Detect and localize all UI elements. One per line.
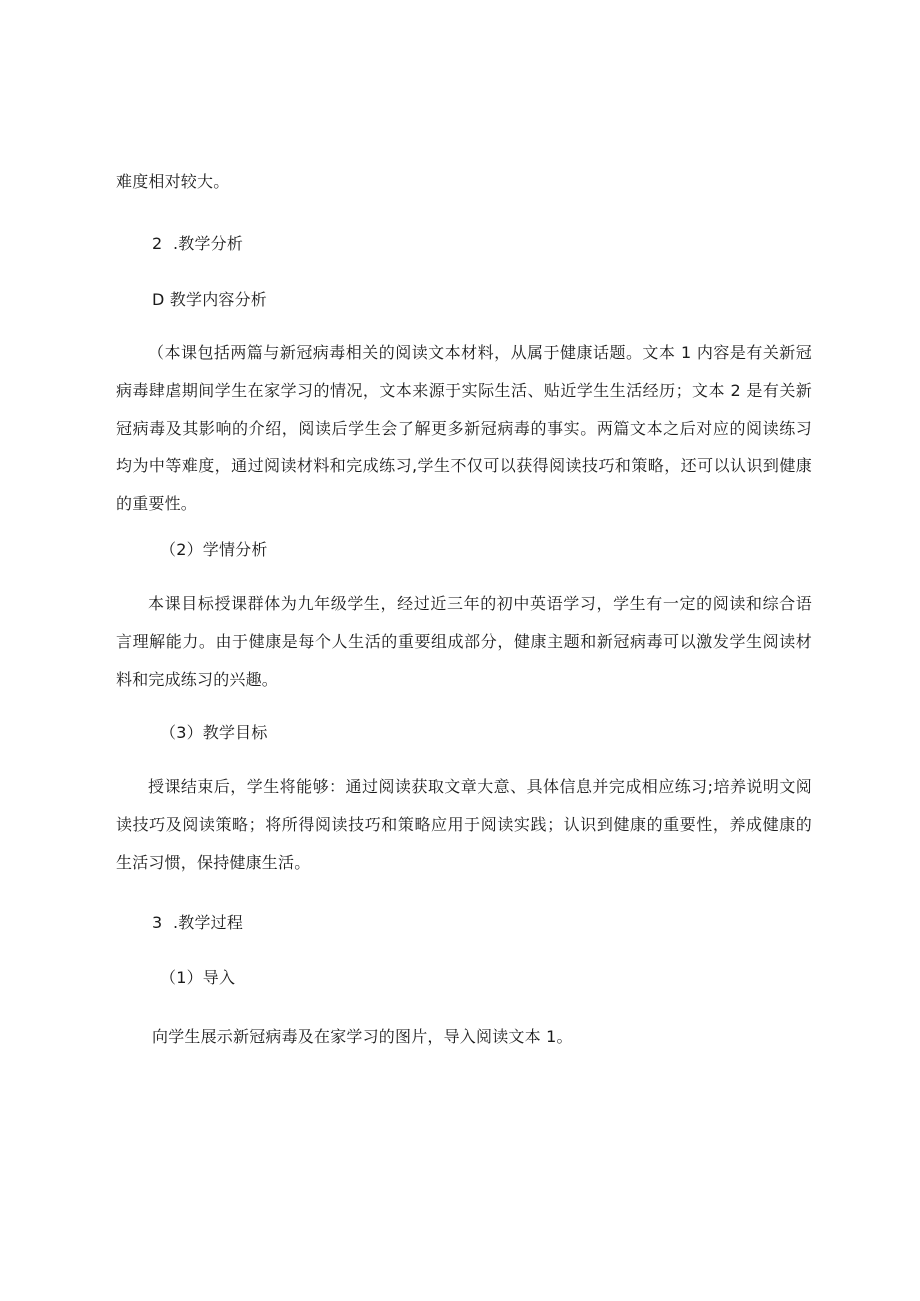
paragraph-teaching-goals: 授课结束后，学生将能够：通过阅读获取文章大意、具体信息并完成相应练习;培养说明文阅读技巧及阅读策略；将所得阅读技巧和策略应用于阅读实践；认识到健康的重要性，养成健康的生活习惯，保持健康生活。	[116, 777, 812, 872]
section-heading-teaching-analysis: 2 .教学分析	[152, 234, 244, 253]
subheading-introduction: （1）导入	[160, 968, 236, 987]
paragraph-introduction: 向学生展示新冠病毒及在家学习的图片，导入阅读文本 1。	[152, 1027, 573, 1046]
subheading-content-analysis: D 教学内容分析	[152, 290, 268, 309]
carry-over-text: 难度相对较大。	[116, 172, 230, 191]
paragraph-content-analysis: （本课包括两篇与新冠病毒相关的阅读文本材料，从属于健康话题。文本 1 内容是有关新冠病毒肆虐期间学生在家学习的情况，文本来源于实际生活、贴近学生生活经历；文本 2 是有关新冠病毒及其影响的介绍，阅读后学生会了解更多新冠病毒的事实。两篇文本之后对应的阅读练习均为中等难度，通过阅读材料和完成练习,学生不仅可以获得阅读技巧和策略，还可以认识到健康的重要性。	[116, 343, 812, 514]
section-heading-teaching-process: 3 .教学过程	[152, 913, 244, 932]
paragraph-student-analysis: 本课目标授课群体为九年级学生，经过近三年的初中英语学习，学生有一定的阅读和综合语言理解能力。由于健康是每个人生活的重要组成部分，健康主题和新冠病毒可以激发学生阅读材料和完成练习的兴趣。	[116, 594, 812, 689]
subheading-teaching-goals: （3）教学目标	[160, 723, 268, 742]
subheading-student-analysis: （2）学情分析	[160, 540, 268, 559]
